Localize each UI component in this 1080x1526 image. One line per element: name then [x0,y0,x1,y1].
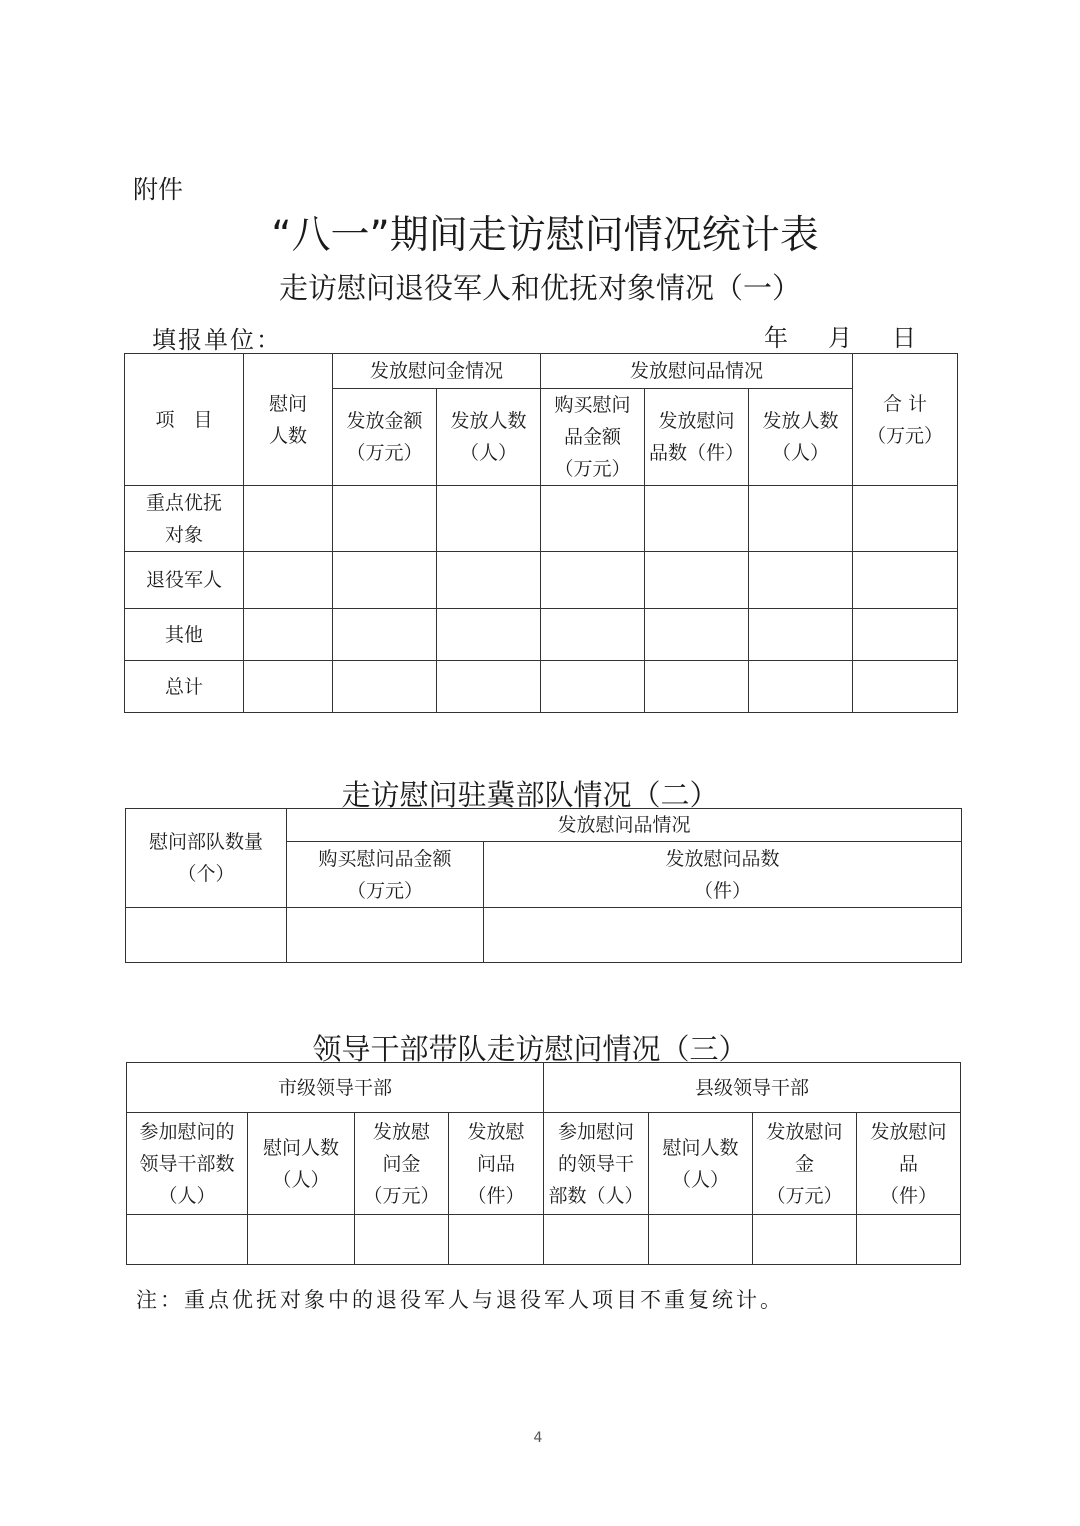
section2-table [125,808,962,963]
section1-title: 走访慰问退役军人和优抚对象情况（一） [278,271,801,305]
header-county-leaders: 参加慰问 的领导干 部数（人） [544,1113,649,1215]
page-number: 4 [533,1430,543,1446]
header-goods-people: 发放人数 （人） [749,389,853,486]
header-visit-count: 慰问 人数 [244,354,333,486]
header-item: 项 目 [125,354,244,486]
header-city-goods: 发放慰 问品 （件） [449,1113,544,1215]
row-label: 退役军人 [125,552,244,609]
date-year: 年 [764,324,788,352]
section3-table [126,1062,961,1265]
header-cash-group: 发放慰问金情况 [333,354,541,389]
header-goods-count: 发放慰问品数 （件） [484,842,962,908]
header-city-cash: 发放慰 问金 （万元） [355,1113,449,1215]
header-county-visit-count: 慰问人数 （人） [649,1113,753,1215]
footnote: 注：重点优抚对象中的退役军人与退役军人项目不重复统计。 [136,1288,784,1312]
header-goods-count: 发放慰问 品数（件） [645,389,749,486]
header-city-visit-count: 慰问人数 （人） [248,1113,355,1215]
row-label: 重点优抚 对象 [125,486,244,552]
header-county-cash: 发放慰问 金 （万元） [753,1113,857,1215]
header-goods-purchase: 购买慰问 品金额 （万元） [541,389,645,486]
page-title: “八一”期间走访慰问情况统计表 [271,213,819,258]
row-label: 其他 [125,609,244,661]
header-city-group: 市级领导干部 [127,1063,544,1113]
section1-table [124,353,958,713]
filler-unit-label: 填报单位： [152,326,282,354]
header-total: 合 计 （万元） [853,354,958,486]
header-county-group: 县级领导干部 [544,1063,961,1113]
header-unit-count: 慰问部队数量 （个） [126,809,287,908]
header-goods-group: 发放慰问品情况 [541,354,853,389]
header-cash-amount: 发放金额 （万元） [333,389,437,486]
date-month: 月 [828,324,852,352]
table-row [125,661,958,713]
header-cash-people: 发放人数 （人） [437,389,541,486]
header-purchase-amount: 购买慰问品金额 （万元） [287,842,484,908]
attachment-label: 附件 [133,175,184,204]
table-row [125,609,958,661]
section3-title: 领导干部带队走访慰问情况（三） [312,1032,748,1066]
table-row [126,908,962,963]
date-day: 日 [892,324,916,352]
header-county-goods: 发放慰问 品 （件） [857,1113,961,1215]
table-row [127,1215,961,1265]
header-city-leaders: 参加慰问的 领导干部数 （人） [127,1113,248,1215]
row-label: 总计 [125,661,244,713]
header-goods-group: 发放慰问品情况 [287,809,962,842]
table-row [125,552,958,609]
table-row [125,486,958,552]
section2-title: 走访慰问驻冀部队情况（二） [341,778,719,812]
